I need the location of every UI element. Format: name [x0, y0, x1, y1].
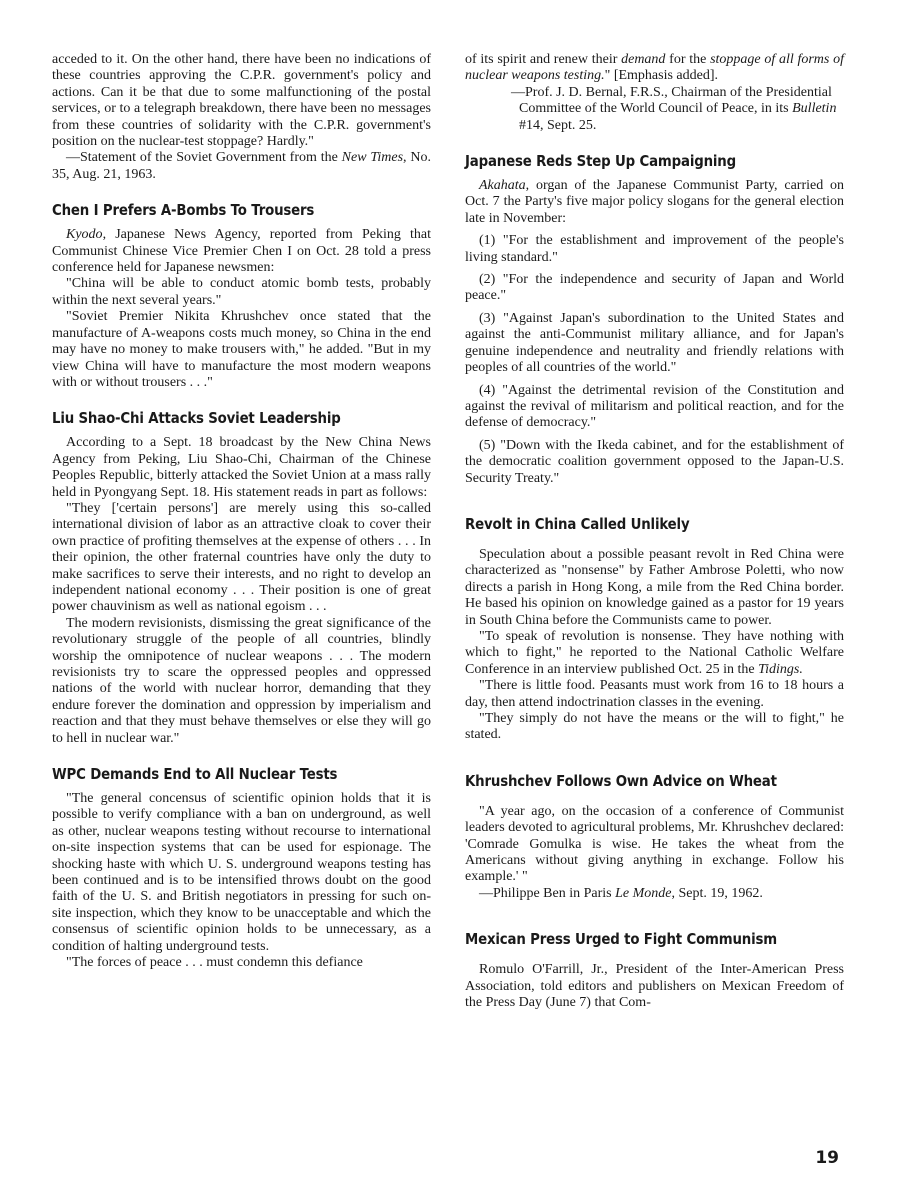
paragraph: "A year ago, on the occasion of a conference of Communist leaders devoted to agricultural problems, Mr. Khrushchev declared: 'Comrade Gomulka is wise. He takes the wheat from the Americans without giving anything in exchange. Follow his example.' "	[465, 803, 844, 885]
paragraph: "To speak of revolution is nonsense. They have nothing with which to fight," he reported to the National Catholic Welfare Conference in an interview published Oct. 25 in the Tidings.	[465, 628, 844, 677]
attribution: —Prof. J. D. Bernal, F.R.S., Chairman of the Presidential Committee of the World Council of Peace, in its Bulletin #14, Sept. 25.	[511, 84, 837, 133]
list-item: (3) "Against Japan's subordination to the United States and against the anti-Communist military alliance, and for Japan's genuine independence and neutrality and friendly relations with peoples of all countries of the world."	[465, 310, 844, 376]
article-heading: Khrushchev Follows Own Advice on Wheat	[465, 771, 777, 790]
publication-name: Le Monde	[615, 885, 672, 901]
publication-name: Kyodo	[66, 227, 103, 243]
article-heading: Liu Shao-Chi Attacks Soviet Leadership	[52, 409, 341, 428]
paragraph: "They simply do not have the means or the will to fight," he stated.	[465, 711, 844, 743]
list-item: (1) "For the establishment and improvement of the people's living standard."	[465, 233, 844, 265]
paragraph: Kyodo, Japanese News Agency, reported from Peking that Communist Chinese Vice Premier Chen I on Oct. 28 told a press conference held for Japanese newsmen:	[52, 227, 431, 276]
publication-name: Bulletin	[792, 101, 837, 117]
article-heading: Revolt in China Called Unlikely	[465, 514, 690, 533]
paragraph: "There is little food. Peasants must work from 16 to 18 hours a day, then attend indoctrination classes in the evening.	[465, 678, 844, 710]
article-heading: Japanese Reds Step Up Campaigning	[465, 152, 736, 171]
left-column	[52, 52, 431, 972]
list-item: (5) "Down with the Ikeda cabinet, and for the establishment of the democratic coalition government opposed to the Japan-U.S. Security Treaty."	[465, 437, 844, 486]
right-column	[465, 52, 844, 1011]
paragraph: According to a Sept. 18 broadcast by the New China News Agency from Peking, Liu Shao-Chi, Chairman of the Chinese Peoples Republic, bitterly attacked the Soviet Union at a mass rally held in Pyongyang Sept. 18. His statement reads in part as follows:	[52, 435, 431, 500]
publication-name: Tidings.	[758, 661, 803, 677]
page-number: 19	[815, 1148, 839, 1168]
paragraph: Romulo O'Farrill, Jr., President of the Inter-American Press Association, told editors and publishers on Mexican Freedom of the Press Day (June 7) that Com-	[465, 962, 844, 1011]
article-heading: WPC Demands End to All Nuclear Tests	[52, 765, 338, 784]
paragraph: "They ['certain persons'] are merely using this so-called international division of labor as an attractive cloak to cover their own practice of profiting themselves at the expense of others . . . In their opinion, the other fraternal countries have only the duty to make sacrifices to serve their interests, and no right to develop an independent national economy . . . Their position is one of great power chauvinism as well as national egoism . . .	[52, 500, 431, 615]
paragraph: Speculation about a possible peasant revolt in Red China were characterized as "nonsense" by Father Ambrose Poletti, who now directs a parish in Hong Kong, a mile from the Red China border. He based his opinion on knowledge gained as a pastor for 19 years in South China before the Communists came to power.	[465, 546, 844, 628]
list-item: (4) "Against the detrimental revision of the Constitution and against the revival of militarism and political reaction, and for the defense of democracy."	[465, 382, 844, 431]
paragraph: "The general concensus of scientific opinion holds that it is possible to verify compliance with a ban on underground, as well as other, nuclear weapons testing without recourse to international on-site inspection systems that can be used for espionage. The shocking haste with which U. S. underground weapons testing has been continued and is to be intensified throws doubt on the good faith of the U. S. and British negotiators in pressing for such on-site inspection, which they know to be unacceptable and which the consensus of scientific opinion holds to be unnecessary, as a condition of halting underground tests.	[52, 791, 431, 954]
paragraph: The modern revisionists, dismissing the great significance of the revolutionary struggle of the people of all countries, blindly worship the omnipotence of nuclear weapons . . . The modern revisionists try to scare the oppressed peoples and oppressed nations of the world with nuclear horror, demanding that they endure forever the domination and oppression by imperialism and reaction and that they must behave themselves or else they will go to hell in nuclear war."	[52, 615, 431, 746]
publication-name: Akahata	[479, 178, 526, 194]
article-heading: Chen I Prefers A-Bombs To Trousers	[52, 201, 315, 220]
paragraph: "Soviet Premier Nikita Khrushchev once stated that the manufacture of A-weapons costs much money, so China in the end may have no money to make trousers with," he added. "But in my view China will have to manufacture the most modern weapons with or without trousers . . ."	[52, 309, 431, 390]
paragraph: acceded to it. On the other hand, there have been no indications of these countries approving the C.P.R. government's policy and actions. Can it be that due to some malfunctioning of the postal services, or to a telegraph breakdown, there have been no messages from these countries of solidarity with the C.P.R. government's position on the nuclear-test stoppage? Hardly."	[52, 52, 431, 150]
publication-name: New Times	[341, 150, 404, 166]
paragraph: "China will be able to conduct atomic bomb tests, probably within the next several years."	[52, 276, 431, 308]
paragraph: of its spirit and renew their demand for the stoppage of all forms of nuclear weapons testing." [Emphasis added].	[465, 52, 844, 84]
paragraph: Akahata, organ of the Japanese Communist Party, carried on Oct. 7 the Party's five major policy slogans for the general election late in November:	[465, 178, 844, 226]
attribution: —Philippe Ben in Paris Le Monde, Sept. 19, 1962.	[479, 885, 763, 901]
article-heading: Mexican Press Urged to Fight Communism	[465, 930, 778, 949]
list-item: (2) "For the independence and security of Japan and World peace."	[465, 272, 844, 304]
paragraph: "The forces of peace . . . must condemn this defiance	[66, 955, 363, 971]
attribution: —Statement of the Soviet Government from the New Times, No. 35, Aug. 21, 1963.	[52, 150, 431, 182]
